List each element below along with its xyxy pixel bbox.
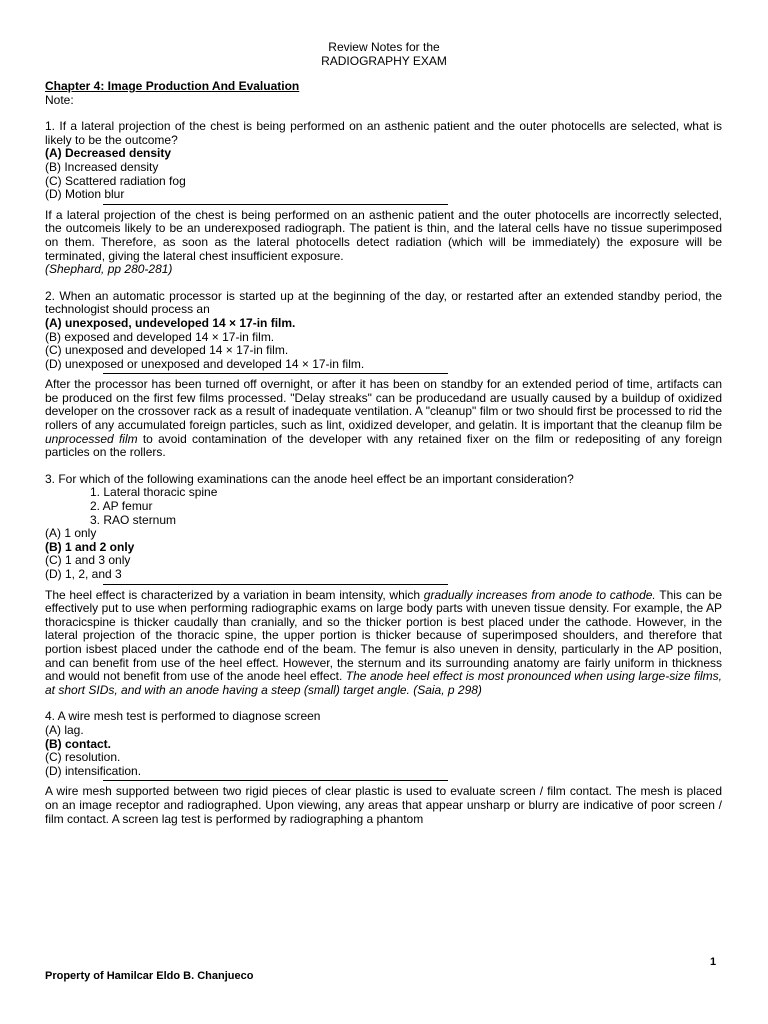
question-3-explanation-italic-1: gradually increases from anode to cathode. [423, 587, 656, 602]
page-number: 1 [710, 956, 717, 968]
question-1-option-a: (A) Decreased density [45, 146, 172, 161]
question-1-option-c: (C) Scattered radiation fog [45, 173, 186, 188]
question-3-option-a: (A) 1 only [45, 526, 97, 541]
question-2-option-a: (A) unexposed, undeveloped 14 × 17-in film. [45, 315, 296, 330]
separator-line [103, 373, 448, 374]
question-4-option-a: (A) lag. [45, 722, 84, 737]
question-3-explanation-text-2: This can be effectively put to use when performing radiographic exams on large body parts with uneven tissue density. For example, the AP thoracicspine is thicker caudally than cranially, and so the thicker portion is best placed under the cathode. However, in the lateral projection of the thoracic spine, the upper portion is thicker because of superimposed shoulders, and therefore that portion isbest placed under the cathode end of the beam. The femur is also uneven in density, particularly in the AP position, and can benefit from use of the heel effect. However, the sternum and its surrounding anatomy are fairly uniform in thickness and would not benefit from use of the anode heel effect. [45, 587, 723, 684]
question-2-option-d: (D) unexposed or unexposed and developed 14 × 17-in film. [45, 356, 365, 371]
question-3-stem: 3. For which of the following examinations can the anode heel effect be an important consideration? [45, 471, 574, 486]
question-3-option-b: (B) 1 and 2 only [45, 539, 135, 554]
question-2-explanation [45, 378, 722, 460]
question-1-stem: 1. If a lateral projection of the chest is being performed on an asthenic patient and the outer photocells are selected, what is likely to be the outcome? [45, 119, 722, 147]
question-2-stem: 2. When an automatic processor is started up at the beginning of the day, or restarted after an extended standby period, the technologist should process an [45, 288, 722, 317]
question-3-item-1: 1. Lateral thoracic spine [90, 485, 218, 500]
question-2-explanation-text-b: to avoid contamination of the developer with any retained fixer on the film or redepositing of any foreign particles on the rollers. [45, 431, 722, 460]
separator-line [103, 204, 448, 205]
question-3-explanation-text-1: The heel effect is characterized by a variation in beam intensity, which [45, 587, 424, 602]
question-4-option-c: (C) resolution. [45, 750, 121, 765]
question-2-option-c: (C) unexposed and developed 14 × 17-in film. [45, 343, 289, 358]
question-2-option-b: (B) exposed and developed 14 × 17-in film. [45, 329, 275, 344]
question-3-explanation-italic-2: The anode heel effect is most pronounced when using large-size films, at short SIDs, and with an anode having a steep (small) target angle. (Saia, p 298) [45, 669, 722, 697]
question-2-explanation-italic: unprocessed film [45, 431, 138, 446]
question-4-option-b: (B) contact. [45, 736, 111, 751]
note-label: Note: [45, 92, 74, 107]
question-3-item-2: 2. AP femur [90, 499, 153, 514]
header-line-1: Review Notes for the [328, 40, 440, 54]
question-3-explanation [45, 589, 722, 698]
question-3-item-3: 3. RAO sternum [90, 512, 177, 527]
separator-line [103, 780, 448, 781]
question-1-explanation: If a lateral projection of the chest is being performed on an asthenic patient and the outer photocells are incorrectly selected, the outcomeis likely to be an underexposed radiograph. The patient is thin, and the lateral cells have no tissue superimposed on them. Therefore, as soon as the lateral photocells detect radiation (which will be immediately) the exposure will be terminated, giving the lateral chest insufficient exposure. [45, 207, 722, 263]
header-line-2: RADIOGRAPHY EXAM [321, 54, 447, 68]
question-4-explanation: A wire mesh supported between two rigid pieces of clear plastic is used to evaluate screen / film contact. The mesh is placed on an image receptor and radiographed. Upon viewing, any areas that appear unsharp or blurry are indicative of poor screen / film contact. A screen lag test is performed by radiographing a phantom [45, 784, 722, 826]
question-4-stem: 4. A wire mesh test is performed to diagnose screen [45, 709, 321, 724]
question-3-option-c: (C) 1 and 3 only [45, 553, 131, 568]
question-4-option-d: (D) intensification. [45, 763, 142, 778]
footer-owner: Property of Hamilcar Eldo B. Chanjueco [45, 970, 254, 982]
chapter-title: Chapter 4: Image Production And Evaluation [45, 79, 300, 93]
question-1-reference: (Shephard, pp 280-281) [45, 262, 173, 277]
question-1-option-b: (B) Increased density [45, 159, 159, 174]
separator-line [103, 584, 448, 585]
question-1-option-d: (D) Motion blur [45, 187, 125, 202]
question-2-explanation-text-a: After the processor has been turned off overnight, or after it has been on standby for an extended period of time, artifacts can be produced on the first few films processed. "Delay streaks" can be producedand are usually caused by a buildup of oxidized developer on the crossover rack as a result of inadequate ventilation. A "cleanup" film or two should first be processed to rid the rollers of any accumulated foreign particles, such as lint, oxidized developer, and gelatin. It is important that the cleanup film be [45, 377, 722, 433]
question-3-option-d: (D) 1, 2, and 3 [45, 567, 122, 581]
document-body [45, 80, 722, 826]
